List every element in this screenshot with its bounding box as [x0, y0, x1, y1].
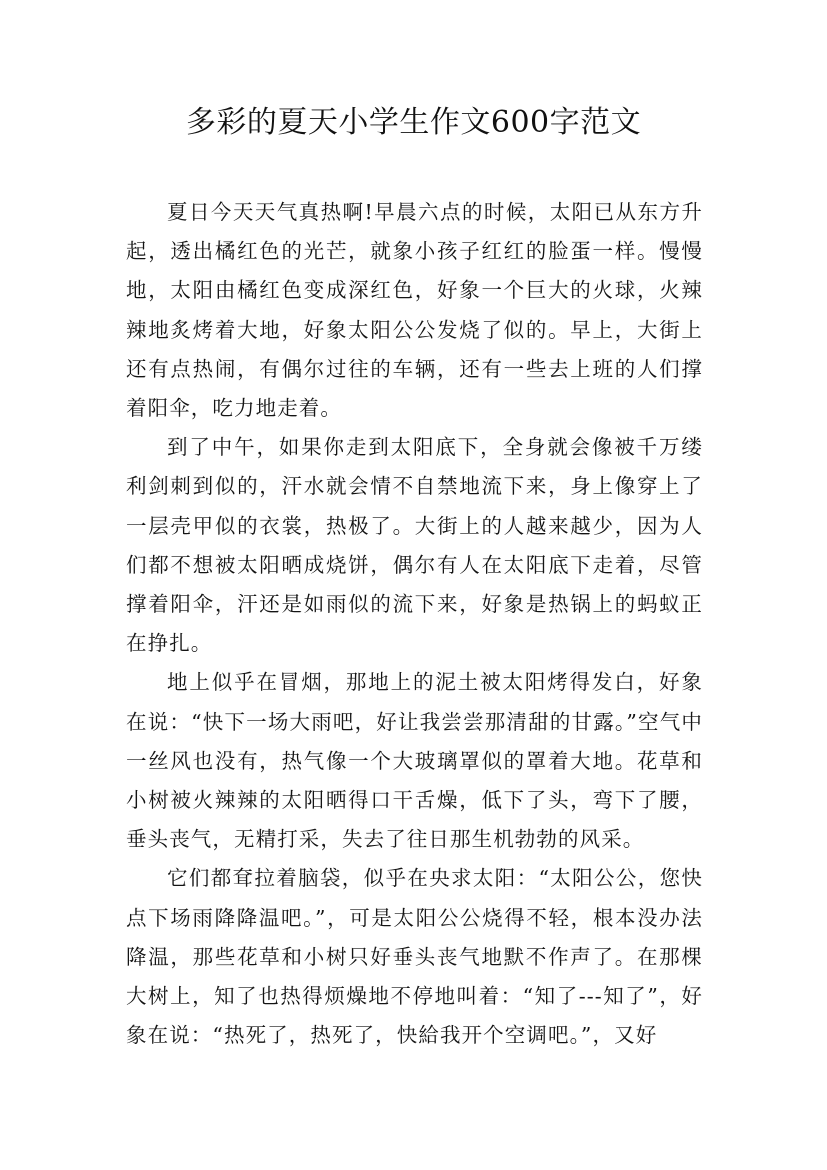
document-title: 多彩的夏天小学生作文600字范文 [185, 105, 642, 140]
document-body [126, 193, 703, 1055]
paragraph-2: 到了中午，如果你走到太阳底下，全身就会像被千万缕利剑刺到似的，汗水就会情不自禁地流下来，身上像穿上了一层壳甲似的衣裳，热极了。大街上的人越来越少，因为人们都不想被太阳晒成烧饼，偶尔有人在太阳底下走着，尽管撑着阳伞，汗还是如雨似的流下来，好象是热锅上的蚂蚁正在挣扎。 [126, 435, 703, 656]
paragraph-1: 夏日今天天气真热啊!早晨六点的时候，太阳已从东方升起，透出橘红色的光芒，就象小孩子红红的脸蛋一样。慢慢地，太阳由橘红色变成深红色，好象一个巨大的火球，火辣辣地炙烤着大地，好象太阳公公发烧了似的。早上，大街上还有点热闹，有偶尔过往的车辆，还有一些去上班的人们撑着阳伞，吃力地走着。 [126, 200, 703, 421]
paragraph-4: 它们都耷拉着脑袋，似乎在央求太阳：“太阳公公，您快点下场雨降降温吧。”，可是太阳公公烧得不轻，根本没办法降温，那些花草和小树只好垂头丧气地默不作声了。在那棵大树上，知了也热得烦燥地不停地叫着：“知了---知了”，好象在说：“热死了，热死了，快給我开个空调吧。”，又好 [126, 866, 703, 1048]
paragraph-3: 地上似乎在冒烟，那地上的泥土被太阳烤得发白，好象在说：“快下一场大雨吧，好让我尝尝那清甜的甘露。”空气中一丝风也没有，热气像一个大玻璃罩似的罩着大地。花草和小树被火辣辣的太阳晒得口干舌燥，低下了头，弯下了腰，垂头丧气，无精打采，失去了往日那生机勃勃的风采。 [126, 670, 703, 852]
